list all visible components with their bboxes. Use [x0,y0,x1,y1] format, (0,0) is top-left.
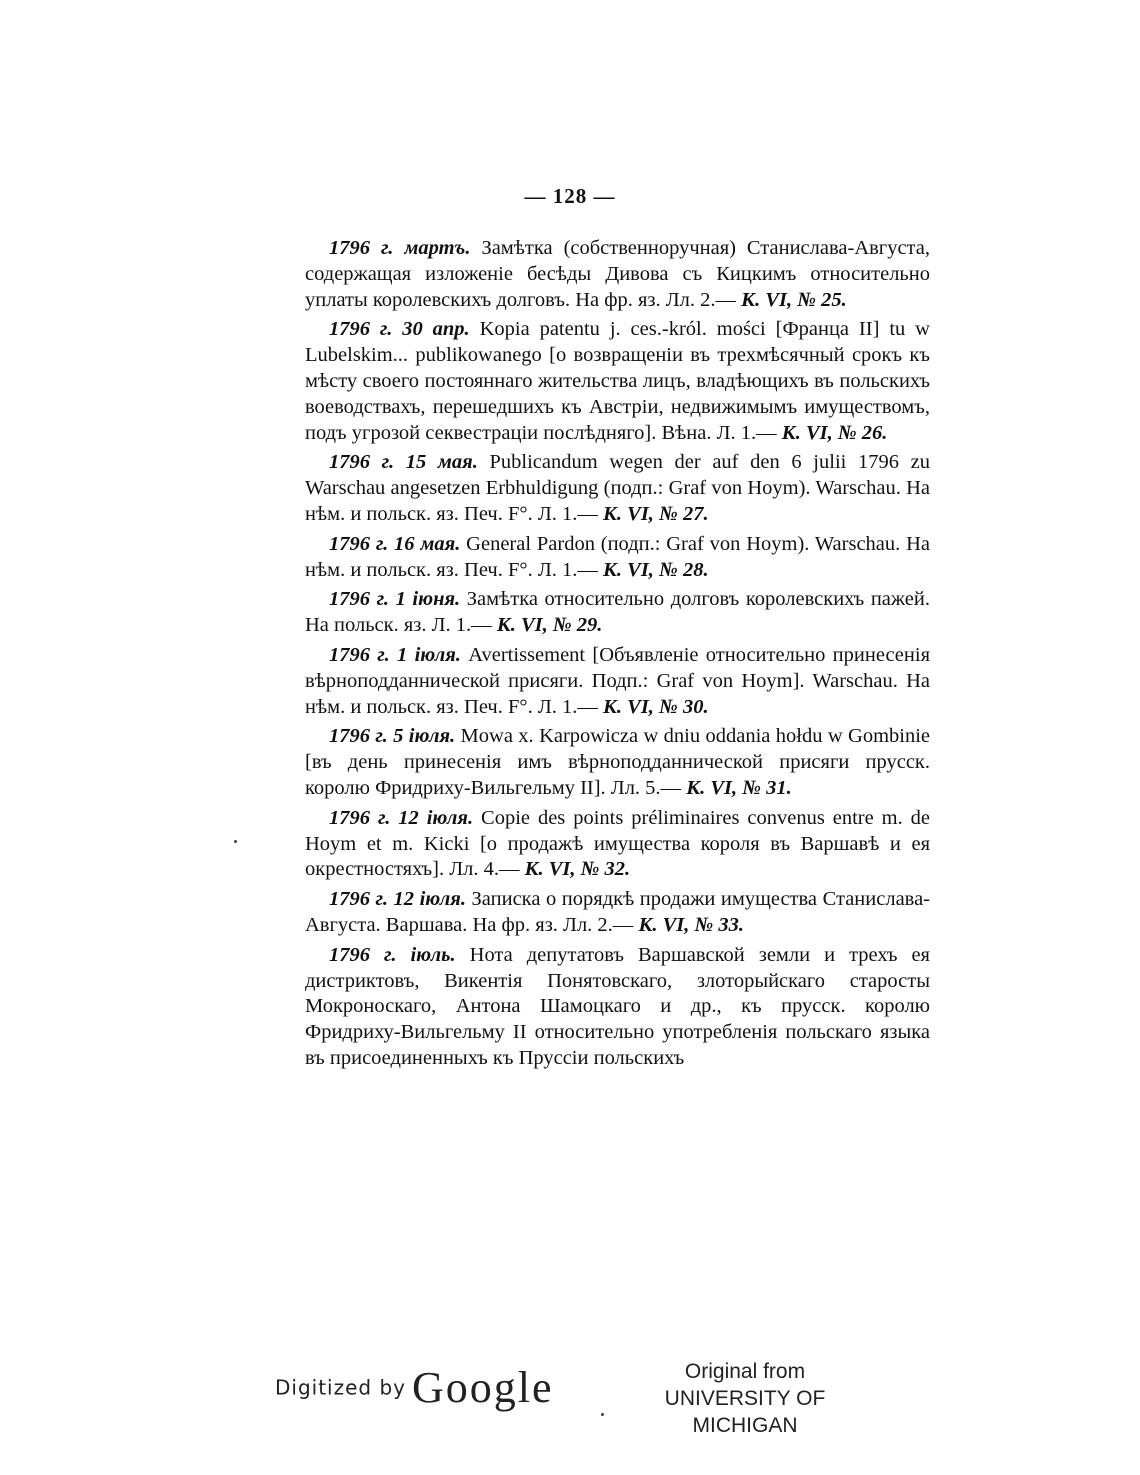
entry-body: Mowa x. Karpowicza w dniu oddania hołdu w Gombinie [въ день принесенія имъ вѣрноподданнической присяги прусск. королю Фридриху-Вильгельму II]. Лл. 5.— [305,725,930,799]
original-from-text: Original from [684,1360,806,1383]
entry-date: 1796 г. 15 мая. [329,451,478,474]
entry-reference: К. VI, № 31. [686,776,792,799]
catalog-entry [305,724,930,801]
catalog-entry [305,643,930,720]
entry-reference: К. VI, № 33. [638,913,745,936]
entry-reference: К. VI, № 26. [781,421,888,444]
entry-date: 1796 г. 1 іюня. [329,588,461,611]
entry-date: 1796 г. 12 іюля. [329,888,466,911]
entry-date: 1796 г. 30 апр. [329,318,470,341]
entry-body: Записка о порядкѣ продажи имущества Станислава-Августа. Варшава. На фр. яз. Лл. 2.— [305,888,931,936]
page-number: — 128 — [524,184,616,208]
digitized-watermark [275,1362,554,1413]
google-logo: Google [412,1363,554,1412]
scan-speck [601,1413,604,1416]
entry-body: Нота депутатовъ Варшавской земли и трехъ ея дистриктовъ, Викентія Понятовскаго, злоторыйскаго старосты Мокроноскаго, Антона Шамоцкаго и др., къ прусск. королю Фридриху-Вильгельму II относительно употребленія польскаго языка въ присоединенныхъ къ Пруссіи польскихъ [305,943,930,1069]
catalog-entry [305,587,930,639]
entry-body: Kopia patentu j. ces.-król. mości [Франца II] tu w Lubelskim... publikowanego [о возвращеніи въ трехмѣсячный срокъ къ мѣсту своего постояннаго жительства лицъ, владѣющихъ въ польскихъ воеводствахъ, перешедшихъ къ Австріи, недвижимымъ имуществомъ, подъ угрозой секвестраціи послѣдняго]. Вѣна. Л. 1.— [305,318,930,444]
entry-body: Copie des points préliminaires convenus entre m. de Hoym et m. Kicki [о продажѣ имущества короля въ Варшавѣ и ея окрестностяхъ]. Лл. 4.— [305,806,931,881]
entry-body: Avertissement [Объявленіе относительно принесенія вѣрноподданнической присяги. Подп.: Graf von Hoym]. Warschau. На нѣм. и польск. яз. Печ. F°. Л. 1.— [305,643,930,718]
catalog-entry [305,806,930,883]
entry-reference: К. VI, № 30. [603,695,709,718]
entry-date: 1796 г. 16 мая. [329,532,461,555]
entry-date: 1796 г. 12 іюля. [329,806,474,829]
catalog-entry [305,532,930,584]
entry-date: 1796 г. 1 іюля. [329,643,461,666]
entry-date: 1796 г. мартъ. [329,237,471,259]
source-watermark [610,1358,880,1439]
entry-reference: К. VI, № 27. [603,502,709,525]
digitized-by-text: Digitized by [275,1375,406,1400]
entry-body: Publicandum wegen der auf den 6 julii 1796 zu Warschau angesetzen Erbhuldigung (подп.: Graf von Hoym). Warschau. На нѣм. и польск. яз. Печ. F°. Л. 1.— [305,451,930,525]
entry-body: General Pardon (подп.: Graf von Hoym). Warschau. На нѣм. и польск. яз. Печ. F°. Л. 1.— [305,532,930,581]
catalog-entry [305,943,930,1072]
entry-date: 1796 г. іюль. [329,943,456,966]
catalog-entry [305,317,930,446]
catalog-entry [305,450,930,527]
entry-date: 1796 г. 5 іюля. [329,725,456,748]
entry-reference: К. VI, № 28. [603,558,709,581]
entry-reference: К. VI, № 29. [496,614,603,637]
scan-speck [234,840,237,843]
entry-body: Замѣтка (собственноручная) Станислава-Августа, содержащая изложеніе бесѣды Дивова съ Кицкимъ относительно уплаты королевскихъ долговъ. На фр. яз. Лл. 2.— [305,237,930,311]
university-name: UNIVERSITY OF MICHIGAN [664,1387,826,1437]
catalog-entry [305,887,930,939]
catalog-entry [305,236,930,313]
entry-reference: К. VI, № 32. [524,858,631,881]
entry-reference: К. VI, № 25. [741,288,847,311]
entry-body: Замѣтка относительно долговъ королевскихъ пажей. На польск. яз. Л. 1.— [305,588,930,637]
catalog-entries [305,236,930,1076]
